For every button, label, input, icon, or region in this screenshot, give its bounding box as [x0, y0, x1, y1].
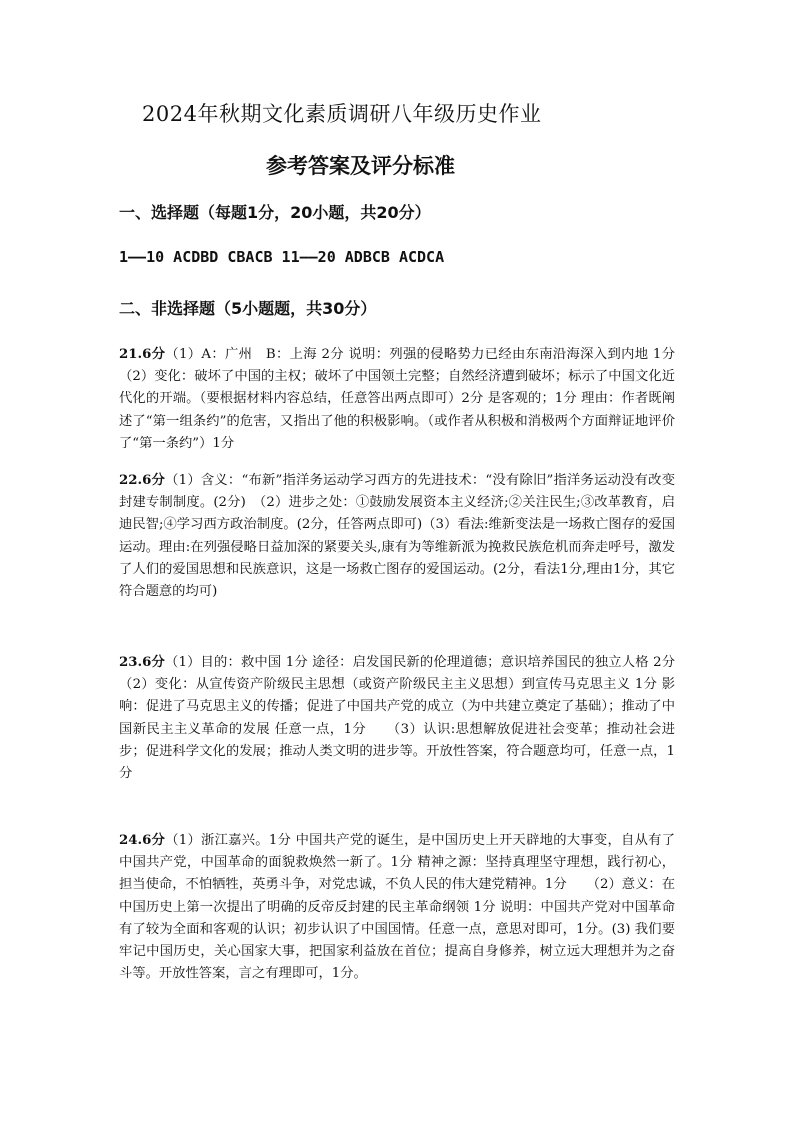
question-21	[119, 344, 675, 455]
question-number: 24.6分	[119, 833, 166, 848]
question-answer: （1）A：广州 B：上海 2分 说明：列强的侵略势力已经由东南沿海深入到内地 1分（2）变化：破坏了中国的主权；破坏了中国领土完整；自然经济遭到破坏；标示了中国文化近代化的开端。（要根据材料内容总结，任意答出两点即可）2分 是客观的；1分 理由：作者既阐述了“第一组条约”的危害，又指出了他的积极影响。（或作者从积极和消极两个方面辩证地评价了“第一条约”）1分	[119, 347, 675, 451]
question-answer: （1）浙江嘉兴。1分 中国共产党的诞生，是中国历史上开天辟地的大事变，自从有了中国共产党，中国革命的面貌救焕然一新了。1分 精神之源：坚持真理坚守理想，践行初心，担当使命，不怕牺牲，英勇斗争，对党忠诚，不负人民的伟大建党精神。1分 （2）意义：在中国历史上第一次提出了明确的反帝反封建的民主革命纲领 1分 说明：中国共产党对中国革命有了较为全面和客观的认识；初步认识了中国国情。任意一点，意思对即可，1分。(3) 我们要牢记中国历史，关心国家大事，把国家利益放在首位；提高自身修养，树立远大理想并为之奋斗等。开放性答案，言之有理即可，1分。	[119, 833, 675, 982]
document-title: 2024年秋期文化素质调研八年级历史作业	[142, 102, 542, 126]
multiple-choice-answers: 1——10 ACDBD CBACB 11——20 ADBCB ACDCA	[119, 248, 445, 266]
section-1-heading: 一、选择题（每题1分，20小题，共20分）	[119, 203, 431, 222]
section-2-heading: 二、非选择题（5小题题，共30分）	[119, 299, 377, 318]
question-number: 22.6分	[119, 473, 166, 488]
question-answer: （1）目的：救中国 1分 途径：启发国民新的伦理道德；意识培养国民的独立人格 2分 （2）变化：从宣传资产阶级民主思想（或资产阶级民主主义思想）到宣传马克思主义 1分 影响：促进了马克思主义的传播；促进了中国共产党的成立（为中共建立奠定了基础）；推动了中国新民主主义革命的发展 任意一点，1分 （3）认识:思想解放促进社会变革；推动社会进步；促进科学文化的发展；推动人类文明的进步等。开放性答案，符合题意均可，任意一点，1分	[119, 655, 702, 782]
question-number: 21.6分	[119, 347, 166, 362]
question-number: 23.6分	[119, 655, 166, 670]
question-answer: （1）含义：“布新”指洋务运动学习西方的先进技术：“没有除旧”指洋务运动没有改变封建专制制度。(2分) （2）进步之处：①鼓励发展资本主义经济;②关注民生;③改革教育，启迪民智;④学习西方政治制度。(2分，任答两点即可)（3）看法:维新变法是一场救亡图存的爱国运动。理由:在列强侵略日益加深的紧要关头,康有为等维新派为挽救民族危机而奔走呼号，激发了人们的爱国思想和民族意识，这是一场救亡图存的爱国运动。(2分，看法1分,理由1分，其它符合题意的均可)	[119, 473, 675, 600]
question-22	[119, 470, 675, 603]
question-23	[119, 652, 702, 785]
document-subtitle: 参考答案及评分标准	[266, 154, 455, 178]
question-24	[119, 830, 675, 985]
